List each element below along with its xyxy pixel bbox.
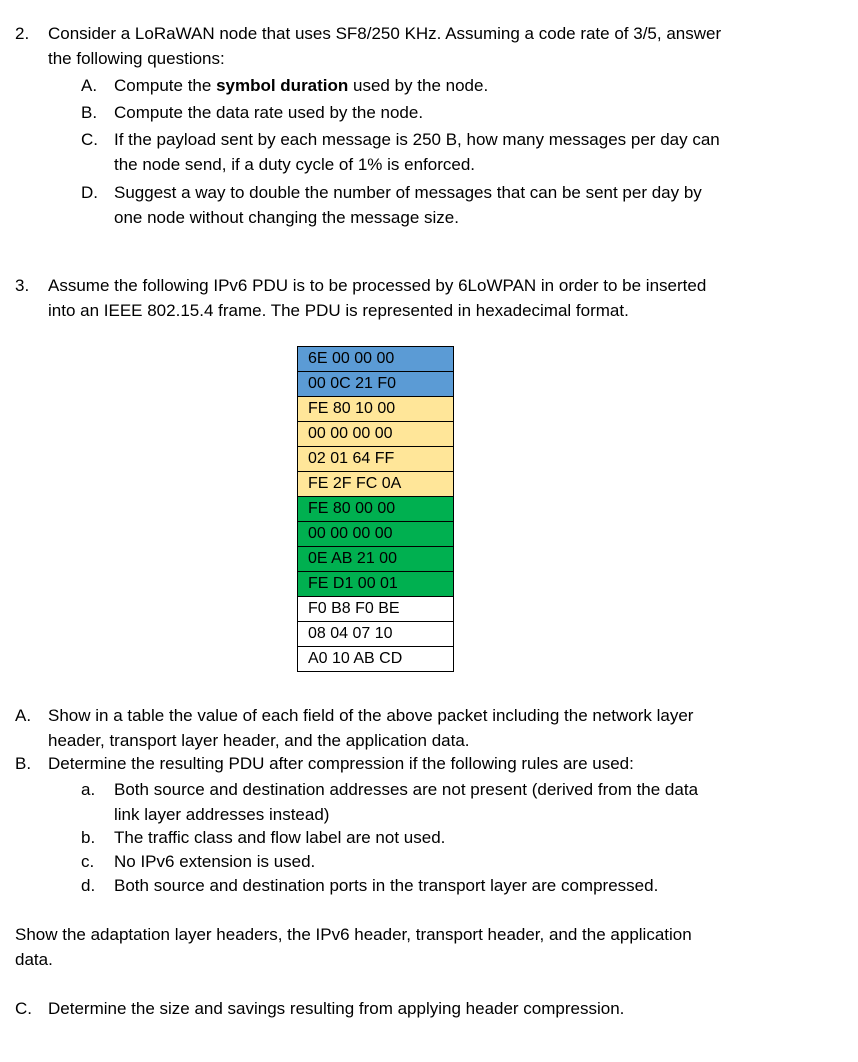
text-line: The traffic class and flow label are not used. <box>114 828 446 847</box>
pdu-row <box>298 472 454 497</box>
item-text <box>114 127 720 177</box>
bold-term: symbol duration <box>216 76 349 95</box>
pdu-cell: 08 04 07 10 <box>298 622 454 647</box>
rule-text <box>114 825 445 850</box>
item-label: C. <box>81 130 98 149</box>
pdu-cell: 02 01 64 FF <box>298 447 454 472</box>
show-instruction <box>15 922 692 972</box>
pdu-cell: 00 0C 21 F0 <box>298 372 454 397</box>
text-line: Both source and destination addresses are not present (derived from the data <box>114 780 699 799</box>
pdu-row <box>298 622 454 647</box>
rule-label: b. <box>81 828 96 847</box>
item-label: D. <box>81 183 98 202</box>
pdu-row <box>298 447 454 472</box>
text-line: If the payload sent by each message is 250 B, how many messages per day can <box>114 130 720 149</box>
text-line: Both source and destination ports in the transport layer are compressed. <box>114 876 659 895</box>
text-line: No IPv6 extension is used. <box>114 852 316 871</box>
text-line: Assume the following IPv6 PDU is to be processed by 6LoWPAN in order to be inserted <box>48 276 707 295</box>
item-label: B. <box>81 103 98 122</box>
text-line: Consider a LoRaWAN node that uses SF8/250 KHz. Assuming a code rate of 3/5, answer <box>48 24 722 43</box>
question-text <box>48 21 721 71</box>
item-label: A. <box>15 706 32 725</box>
pdu-cell: FE 80 00 00 <box>298 497 454 522</box>
question-number: 3. <box>15 276 30 295</box>
text-line: header, transport layer header, and the application data. <box>48 731 470 750</box>
pdu-row <box>298 372 454 397</box>
text-run: Compute the <box>114 76 217 95</box>
pdu-cell: 0E AB 21 00 <box>298 547 454 572</box>
pdu-cell: A0 10 AB CD <box>298 647 454 672</box>
item-text <box>114 100 423 125</box>
text-line: Suggest a way to double the number of messages that can be sent per day by <box>114 183 702 202</box>
text-line: Show the adaptation layer headers, the IPv6 header, transport header, and the application <box>15 925 692 944</box>
pdu-row <box>298 597 454 622</box>
pdu-cell: FE 2F FC 0A <box>298 472 454 497</box>
question-number: 2. <box>15 24 30 43</box>
rule-label: a. <box>81 780 96 799</box>
pdu-cell: 00 00 00 00 <box>298 422 454 447</box>
rule-text <box>114 777 698 827</box>
pdu-row <box>298 422 454 447</box>
text-line: link layer addresses instead) <box>114 805 330 824</box>
text-line: Determine the resulting PDU after compression if the following rules are used: <box>48 754 634 773</box>
rule-label: c. <box>81 852 95 871</box>
pdu-row <box>298 497 454 522</box>
text-line: Determine the size and savings resulting from applying header compression. <box>48 999 625 1018</box>
pdu-row <box>298 522 454 547</box>
pdu-cell: FE 80 10 00 <box>298 397 454 422</box>
text-line: into an IEEE 802.15.4 frame. The PDU is represented in hexadecimal format. <box>48 301 629 320</box>
item-text <box>48 703 693 753</box>
text-line: the node send, if a duty cycle of 1% is enforced. <box>114 155 475 174</box>
pdu-row <box>298 347 454 372</box>
item-text <box>48 751 634 776</box>
pdu-cell: FE D1 00 01 <box>298 572 454 597</box>
rule-label: d. <box>81 876 96 895</box>
pdu-cell: 00 00 00 00 <box>298 522 454 547</box>
item-label: C. <box>15 999 32 1018</box>
pdu-row <box>298 647 454 672</box>
pdu-row <box>298 572 454 597</box>
text-run: used by the node. <box>348 76 489 95</box>
rule-text <box>114 849 315 874</box>
item-label: B. <box>15 754 32 773</box>
pdu-table <box>297 346 454 672</box>
text-line: one node without changing the message size. <box>114 208 459 227</box>
text-line: the following questions: <box>48 49 225 68</box>
pdu-row <box>298 547 454 572</box>
pdu-row <box>298 397 454 422</box>
item-label: A. <box>81 76 98 95</box>
item-text <box>114 73 488 98</box>
item-text <box>114 180 702 230</box>
rule-text <box>114 873 658 898</box>
text-line: data. <box>15 950 53 969</box>
question-text <box>48 273 706 323</box>
text-line: Compute the data rate used by the node. <box>114 103 424 122</box>
item-text <box>48 996 624 1021</box>
pdu-cell: F0 B8 F0 BE <box>298 597 454 622</box>
text-line: Show in a table the value of each field of the above packet including the network layer <box>48 706 694 725</box>
pdu-cell: 6E 00 00 00 <box>298 347 454 372</box>
